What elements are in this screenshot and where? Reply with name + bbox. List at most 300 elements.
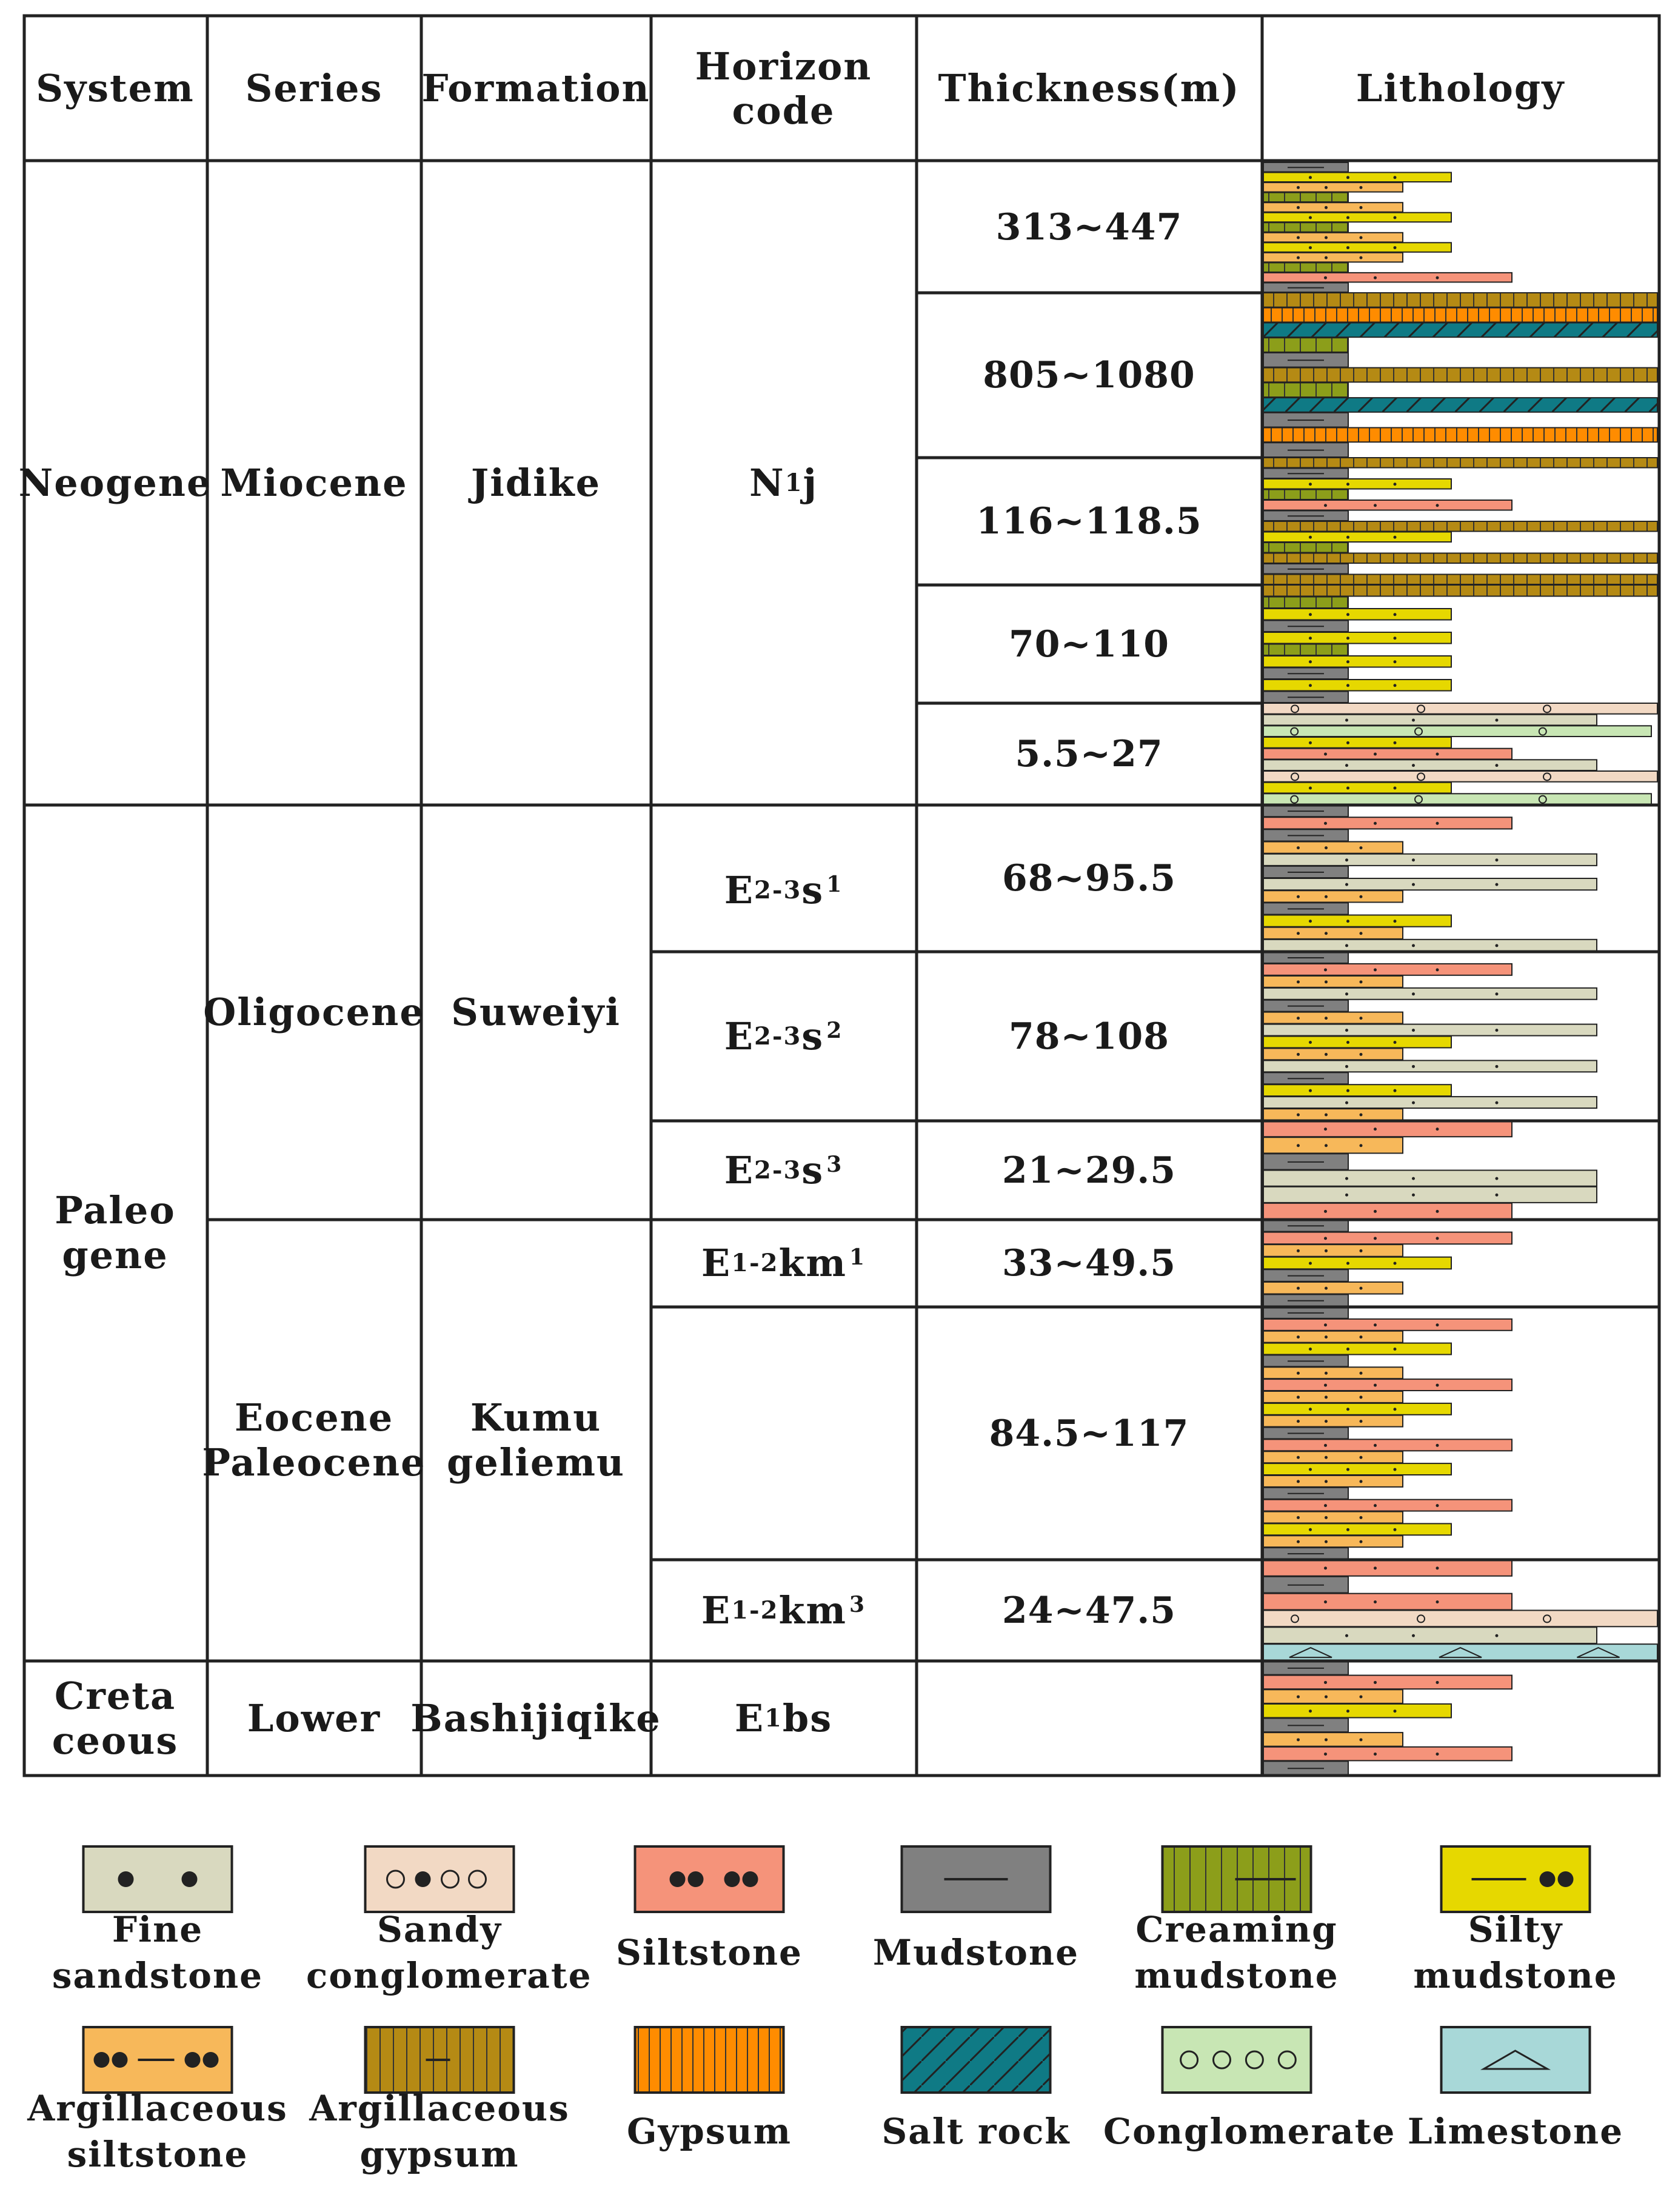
formation-kumu-line2: geliemu bbox=[446, 1440, 626, 1485]
thickness-t2: 805~1080 bbox=[983, 354, 1195, 396]
litho-dot bbox=[1360, 1480, 1363, 1483]
legend-label-silty-mudstone: Silty bbox=[1468, 1909, 1563, 1950]
litho-dot bbox=[1496, 944, 1499, 947]
litho-bed bbox=[1263, 1594, 1512, 1610]
litho-dot bbox=[1436, 1237, 1439, 1240]
litho-dot bbox=[1496, 719, 1499, 722]
thickness-t7: 78~108 bbox=[1008, 1015, 1169, 1058]
legend-label-creaming-mudstone-line2: mudstone bbox=[1134, 1955, 1339, 1996]
formation-bashijiqike: Bashijiqike bbox=[410, 1696, 661, 1740]
litho-dot bbox=[1346, 246, 1349, 249]
litho-dot bbox=[1412, 1065, 1415, 1068]
litho-bed bbox=[1263, 1109, 1403, 1120]
litho-dot bbox=[1374, 276, 1377, 279]
litho-bed bbox=[1263, 532, 1451, 543]
litho-dot bbox=[1394, 684, 1397, 687]
litho-dot bbox=[1346, 1348, 1349, 1351]
litho-bed bbox=[1263, 1500, 1512, 1511]
litho-dot bbox=[1412, 1177, 1415, 1180]
litho-bed bbox=[1263, 458, 1657, 468]
litho-dot bbox=[1360, 1696, 1363, 1699]
litho-dot bbox=[1324, 1566, 1327, 1569]
litho-dot bbox=[1309, 741, 1312, 744]
litho-dot bbox=[1324, 1444, 1327, 1447]
litho-dot bbox=[1496, 1634, 1499, 1637]
horizon-e12km3: E 1-2 km $^3$ bbox=[701, 1588, 866, 1632]
litho-bed bbox=[1263, 293, 1657, 307]
horizon-e23s1: E 2-3 s $^1$ bbox=[724, 868, 843, 912]
header-formation: Formation bbox=[421, 66, 650, 110]
legend-label-conglomerate: Conglomerate bbox=[1103, 2111, 1396, 2152]
litho-dot bbox=[1496, 764, 1499, 767]
litho-dot bbox=[1345, 764, 1348, 767]
litho-bed bbox=[1263, 1048, 1403, 1060]
litho-bed bbox=[1263, 940, 1597, 951]
litho-dot bbox=[1325, 1420, 1328, 1423]
litho-bed bbox=[1263, 1203, 1512, 1219]
litho-dot bbox=[1346, 613, 1349, 616]
litho-dot bbox=[1436, 1566, 1439, 1569]
litho-bed bbox=[1263, 585, 1657, 596]
litho-dot bbox=[1297, 895, 1300, 898]
litho-dot bbox=[1394, 1262, 1397, 1265]
litho-dot bbox=[1325, 1540, 1328, 1543]
litho-dot bbox=[1324, 1600, 1327, 1603]
legend-swatch-siltstone bbox=[635, 1846, 784, 1912]
litho-bed bbox=[1263, 323, 1657, 338]
litho-dot bbox=[1374, 1753, 1377, 1756]
litho-dot bbox=[1309, 1089, 1312, 1092]
litho-bed bbox=[1263, 878, 1597, 890]
litho-bed bbox=[1263, 1257, 1451, 1269]
litho-dot bbox=[1394, 176, 1397, 179]
litho-dot bbox=[1346, 1408, 1349, 1411]
litho-bed bbox=[1263, 479, 1451, 489]
litho-dot bbox=[1325, 1456, 1328, 1459]
litho-dot bbox=[1394, 246, 1397, 249]
litho-dot bbox=[1436, 1753, 1439, 1756]
litho-bed bbox=[1263, 222, 1348, 232]
litho-dot bbox=[1360, 1456, 1363, 1459]
header-lithology: Lithology bbox=[1355, 66, 1565, 110]
system-neogene: Neogene bbox=[18, 461, 212, 505]
litho-dot bbox=[1297, 1696, 1300, 1699]
thickness-t3: 116~118.5 bbox=[976, 500, 1202, 543]
litho-dot bbox=[1436, 753, 1439, 756]
litho-bed bbox=[1263, 1391, 1403, 1403]
litho-bed bbox=[1263, 915, 1451, 927]
litho-dot bbox=[1412, 858, 1415, 861]
litho-bed bbox=[1263, 490, 1348, 500]
thickness-t8: 21~29.5 bbox=[1002, 1149, 1176, 1192]
legend-label-gypsum: Gypsum bbox=[627, 2111, 792, 2152]
litho-dot bbox=[1324, 1384, 1327, 1387]
litho-dot bbox=[1324, 1681, 1327, 1684]
litho-bed bbox=[1263, 703, 1657, 714]
litho-dot bbox=[1324, 504, 1327, 507]
litho-dot bbox=[1325, 206, 1328, 209]
litho-dot bbox=[1309, 1041, 1312, 1044]
litho-dot bbox=[1394, 613, 1397, 616]
litho-bed bbox=[1263, 253, 1403, 262]
litho-bed bbox=[1263, 1512, 1403, 1523]
litho-dot bbox=[1325, 1249, 1328, 1252]
litho-bed bbox=[1263, 1331, 1403, 1343]
litho-dot bbox=[1325, 846, 1328, 849]
litho-dot bbox=[1346, 536, 1349, 539]
litho-dot bbox=[1496, 858, 1499, 861]
litho-bed bbox=[1263, 1475, 1403, 1487]
litho-dot bbox=[1360, 1053, 1363, 1056]
litho-bed bbox=[1263, 1137, 1403, 1153]
litho-dot bbox=[1345, 992, 1348, 995]
litho-dot bbox=[1412, 992, 1415, 995]
litho-dot bbox=[1325, 1372, 1328, 1375]
litho-dot bbox=[1309, 246, 1312, 249]
litho-bed bbox=[1263, 182, 1403, 192]
litho-dot bbox=[1360, 932, 1363, 935]
litho-dot bbox=[1412, 1634, 1415, 1637]
legend-label-argillaceous-gypsum-line2: gypsum bbox=[359, 2134, 520, 2175]
legend-label-siltstone: Siltstone bbox=[616, 1932, 803, 1973]
series-eocene-paleocene bbox=[202, 1221, 426, 1660]
litho-bed bbox=[1263, 233, 1403, 242]
litho-dot bbox=[1360, 236, 1363, 239]
litho-dot bbox=[1346, 920, 1349, 923]
formation-kumugeliemu bbox=[422, 1221, 650, 1660]
litho-bed bbox=[1263, 597, 1348, 609]
litho-bed bbox=[1263, 398, 1657, 412]
litho-bed bbox=[1263, 976, 1403, 987]
litho-bed bbox=[1263, 242, 1451, 252]
litho-dot bbox=[1297, 256, 1300, 259]
litho-dot bbox=[1346, 637, 1349, 640]
litho-dot bbox=[1297, 1540, 1300, 1543]
litho-dot bbox=[1345, 1634, 1348, 1637]
litho-dot bbox=[1374, 753, 1377, 756]
litho-dot bbox=[1394, 787, 1397, 790]
litho-dot bbox=[1346, 1041, 1349, 1044]
litho-dot bbox=[1346, 483, 1349, 486]
litho-bed bbox=[1263, 1343, 1451, 1355]
litho-dot bbox=[1297, 1287, 1300, 1290]
litho-dot bbox=[1496, 883, 1499, 886]
litho-dot bbox=[1374, 822, 1377, 825]
litho-dot bbox=[1412, 883, 1415, 886]
litho-dot bbox=[1325, 1287, 1328, 1290]
litho-dot bbox=[1436, 822, 1439, 825]
litho-dot bbox=[1325, 895, 1328, 898]
litho-dot bbox=[1297, 186, 1300, 189]
litho-bed bbox=[1263, 338, 1348, 352]
litho-dot bbox=[1360, 1420, 1363, 1423]
litho-dot bbox=[1394, 637, 1397, 640]
litho-bed bbox=[1263, 854, 1597, 866]
litho-bed bbox=[1263, 726, 1651, 737]
litho-dot bbox=[1412, 1029, 1415, 1032]
header-series: Series bbox=[245, 66, 383, 110]
horizon-n1j: N 1 j bbox=[749, 461, 818, 505]
litho-dot bbox=[1436, 1504, 1439, 1507]
system-cretaceous-line1: Creta bbox=[54, 1673, 176, 1718]
litho-dot bbox=[1345, 883, 1348, 886]
litho-dot bbox=[1394, 741, 1397, 744]
litho-dot bbox=[1324, 1210, 1327, 1213]
litho-dot bbox=[1309, 684, 1312, 687]
litho-dot bbox=[1325, 1017, 1328, 1020]
litho-dot bbox=[1496, 1194, 1499, 1197]
litho-dot bbox=[1297, 1144, 1300, 1147]
series-eocene: Eocene bbox=[234, 1395, 394, 1440]
litho-dot bbox=[1360, 1249, 1363, 1252]
litho-bed bbox=[1263, 737, 1451, 748]
litho-bed bbox=[1263, 1627, 1597, 1643]
litho-dot bbox=[1436, 276, 1439, 279]
litho-bed bbox=[1263, 609, 1451, 620]
litho-bed bbox=[1263, 1676, 1512, 1689]
litho-dot bbox=[1309, 1709, 1312, 1712]
litho-dot bbox=[1325, 1335, 1328, 1338]
horizon-e1bs: E 1 bs bbox=[734, 1696, 833, 1740]
litho-dot bbox=[1496, 1065, 1499, 1068]
litho-dot bbox=[1394, 483, 1397, 486]
litho-bed bbox=[1263, 273, 1512, 282]
thickness-t6: 68~95.5 bbox=[1002, 857, 1176, 900]
litho-dot bbox=[1346, 1089, 1349, 1092]
litho-bed bbox=[1263, 500, 1512, 510]
litho-bed bbox=[1263, 760, 1597, 770]
litho-dot bbox=[1346, 660, 1349, 663]
litho-dot bbox=[1345, 719, 1348, 722]
litho-dot bbox=[1345, 944, 1348, 947]
litho-dot bbox=[1394, 1408, 1397, 1411]
legend-label-fine-sandstone-line2: sandstone bbox=[52, 1955, 264, 1996]
legend-swatch-gypsum bbox=[635, 2027, 784, 2093]
legend-label-creaming-mudstone: Creaming bbox=[1135, 1909, 1338, 1950]
thickness-t10: 84.5~117 bbox=[989, 1412, 1189, 1455]
litho-dot bbox=[1436, 1323, 1439, 1326]
litho-bed bbox=[1263, 890, 1403, 902]
formation-jidike: Jidike bbox=[470, 461, 601, 505]
formation-suweiyi: Suweiyi bbox=[451, 990, 621, 1034]
litho-dot bbox=[1325, 236, 1328, 239]
legend-label-sandy-conglomerate: Sandy bbox=[377, 1909, 502, 1950]
litho-bed bbox=[1263, 308, 1657, 322]
litho-dot bbox=[1345, 858, 1348, 861]
thickness-t9: 33~49.5 bbox=[1002, 1242, 1176, 1285]
litho-dot bbox=[1297, 236, 1300, 239]
litho-bed bbox=[1263, 428, 1657, 443]
legend-label-argillaceous-siltstone: Argillaceous bbox=[27, 2088, 288, 2129]
litho-dot bbox=[1325, 1395, 1328, 1398]
litho-dot bbox=[1309, 787, 1312, 790]
system-paleogene-line2: gene bbox=[62, 1233, 169, 1277]
litho-dot bbox=[1360, 206, 1363, 209]
litho-dot bbox=[1309, 1528, 1312, 1531]
litho-dot bbox=[1324, 1753, 1327, 1756]
litho-dot bbox=[1346, 1528, 1349, 1531]
litho-dot bbox=[1297, 1456, 1300, 1459]
litho-dot bbox=[1345, 1065, 1348, 1068]
litho-dot bbox=[1309, 1408, 1312, 1411]
series-lower: Lower bbox=[247, 1696, 381, 1740]
litho-bed bbox=[1263, 1415, 1403, 1427]
legend-label-mudstone: Mudstone bbox=[872, 1932, 1080, 1973]
litho-dot bbox=[1325, 1053, 1328, 1056]
legend-label-salt-rock: Salt rock bbox=[881, 2111, 1071, 2152]
system-paleogene-line1: Paleo bbox=[55, 1188, 176, 1232]
header-horizon-code: Horizon code bbox=[695, 44, 872, 133]
litho-dot bbox=[1325, 1480, 1328, 1483]
header-system: System bbox=[36, 66, 195, 110]
litho-dot bbox=[1324, 1504, 1327, 1507]
litho-bed bbox=[1263, 1535, 1403, 1547]
litho-dot bbox=[1374, 1384, 1377, 1387]
litho-dot bbox=[1374, 1323, 1377, 1326]
litho-dot bbox=[1394, 1348, 1397, 1351]
litho-bed bbox=[1263, 1319, 1512, 1331]
litho-dot bbox=[1374, 1237, 1377, 1240]
litho-dot bbox=[1394, 1041, 1397, 1044]
litho-dot bbox=[1374, 1566, 1377, 1569]
litho-dot bbox=[1374, 1681, 1377, 1684]
legend-swatch-salt-rock bbox=[902, 2027, 1051, 2093]
litho-dot bbox=[1297, 1249, 1300, 1252]
litho-dot bbox=[1309, 920, 1312, 923]
litho-bed bbox=[1263, 202, 1403, 212]
litho-dot bbox=[1360, 1540, 1363, 1543]
litho-dot bbox=[1309, 1262, 1312, 1265]
litho-dot bbox=[1412, 1101, 1415, 1104]
litho-bed bbox=[1263, 1523, 1451, 1535]
litho-dot bbox=[1324, 1237, 1327, 1240]
litho-dot bbox=[1346, 1709, 1349, 1712]
litho-dot bbox=[1309, 536, 1312, 539]
litho-bed bbox=[1263, 680, 1451, 691]
legend-swatch-limestone bbox=[1442, 2027, 1590, 2093]
legend-label-silty-mudstone-line2: mudstone bbox=[1413, 1955, 1618, 1996]
litho-bed bbox=[1263, 1012, 1403, 1024]
litho-dot bbox=[1360, 1114, 1363, 1117]
litho-dot bbox=[1297, 1738, 1300, 1741]
litho-dot bbox=[1297, 932, 1300, 935]
litho-dot bbox=[1309, 637, 1312, 640]
litho-dot bbox=[1346, 787, 1349, 790]
litho-dot bbox=[1394, 536, 1397, 539]
litho-dot bbox=[1374, 1600, 1377, 1603]
litho-dot bbox=[1360, 1516, 1363, 1519]
litho-dot bbox=[1412, 1194, 1415, 1197]
litho-dot bbox=[1394, 1089, 1397, 1092]
litho-dot bbox=[1325, 1114, 1328, 1117]
horizon-e23s3: E 2-3 s $^3$ bbox=[724, 1148, 843, 1192]
litho-dot bbox=[1360, 186, 1363, 189]
litho-bed bbox=[1263, 1097, 1597, 1108]
litho-bed bbox=[1263, 1463, 1451, 1475]
litho-dot bbox=[1297, 1053, 1300, 1056]
legend-label-argillaceous-siltstone-line2: siltstone bbox=[67, 2134, 249, 2175]
litho-dot bbox=[1324, 1323, 1327, 1326]
litho-dot bbox=[1360, 1017, 1363, 1020]
litho-dot bbox=[1345, 1194, 1348, 1197]
litho-dot bbox=[1346, 176, 1349, 179]
litho-bed bbox=[1263, 193, 1348, 202]
litho-dot bbox=[1360, 980, 1363, 983]
series-miocene: Miocene bbox=[220, 461, 408, 505]
litho-dot bbox=[1394, 1709, 1397, 1712]
litho-dot bbox=[1360, 1395, 1363, 1398]
thickness-t4: 70~110 bbox=[1008, 623, 1169, 666]
litho-bed bbox=[1263, 368, 1657, 383]
litho-bed bbox=[1263, 749, 1512, 760]
horizon-e23s2: E 2-3 s $^2$ bbox=[724, 1014, 843, 1058]
litho-dot bbox=[1297, 1017, 1300, 1020]
litho-dot bbox=[1360, 1738, 1363, 1741]
litho-bed bbox=[1263, 1560, 1512, 1576]
litho-dot bbox=[1325, 256, 1328, 259]
litho-dot bbox=[1345, 1101, 1348, 1104]
litho-dot bbox=[1324, 1128, 1327, 1131]
horizon-e12km1: E 1-2 km $^1$ bbox=[701, 1241, 866, 1285]
litho-dot bbox=[1374, 1128, 1377, 1131]
litho-bed bbox=[1263, 644, 1348, 656]
litho-bed bbox=[1263, 1037, 1451, 1048]
litho-dot bbox=[1309, 483, 1312, 486]
litho-dot bbox=[1325, 1696, 1328, 1699]
litho-dot bbox=[1309, 613, 1312, 616]
litho-bed bbox=[1263, 1187, 1597, 1203]
litho-dot bbox=[1324, 753, 1327, 756]
litho-bed bbox=[1263, 213, 1451, 222]
litho-dot bbox=[1346, 741, 1349, 744]
system-cretaceous-line2: ceous bbox=[52, 1718, 179, 1763]
litho-bed bbox=[1263, 1232, 1512, 1245]
litho-dot bbox=[1324, 276, 1327, 279]
litho-dot bbox=[1297, 1372, 1300, 1375]
litho-dot bbox=[1325, 186, 1328, 189]
litho-bed bbox=[1263, 1084, 1451, 1096]
litho-dot bbox=[1346, 1262, 1349, 1265]
litho-dot bbox=[1346, 1468, 1349, 1471]
litho-dot bbox=[1360, 1287, 1363, 1290]
legend-label-limestone: Limestone bbox=[1407, 2111, 1624, 2152]
litho-dot bbox=[1345, 1177, 1348, 1180]
legend-label-argillaceous-gypsum: Argillaceous bbox=[309, 2088, 570, 2129]
litho-dot bbox=[1324, 968, 1327, 971]
litho-bed bbox=[1263, 1403, 1451, 1415]
litho-bed bbox=[1263, 794, 1651, 804]
litho-dot bbox=[1436, 1384, 1439, 1387]
thickness-t5: 5.5~27 bbox=[1015, 733, 1163, 775]
litho-dot bbox=[1309, 1468, 1312, 1471]
litho-dot bbox=[1412, 944, 1415, 947]
litho-dot bbox=[1374, 968, 1377, 971]
litho-dot bbox=[1309, 660, 1312, 663]
litho-bed bbox=[1263, 1451, 1403, 1463]
litho-dot bbox=[1412, 719, 1415, 722]
litho-dot bbox=[1360, 1144, 1363, 1147]
thickness-t11: 24~47.5 bbox=[1002, 1589, 1176, 1632]
litho-bed bbox=[1263, 715, 1597, 726]
litho-dot bbox=[1325, 932, 1328, 935]
litho-dot bbox=[1374, 1504, 1377, 1507]
litho-dot bbox=[1325, 980, 1328, 983]
litho-bed bbox=[1263, 988, 1597, 1000]
litho-dot bbox=[1436, 1600, 1439, 1603]
litho-dot bbox=[1436, 1210, 1439, 1213]
litho-bed bbox=[1263, 1439, 1512, 1451]
legend-swatch-conglomerate bbox=[1163, 2027, 1311, 2093]
